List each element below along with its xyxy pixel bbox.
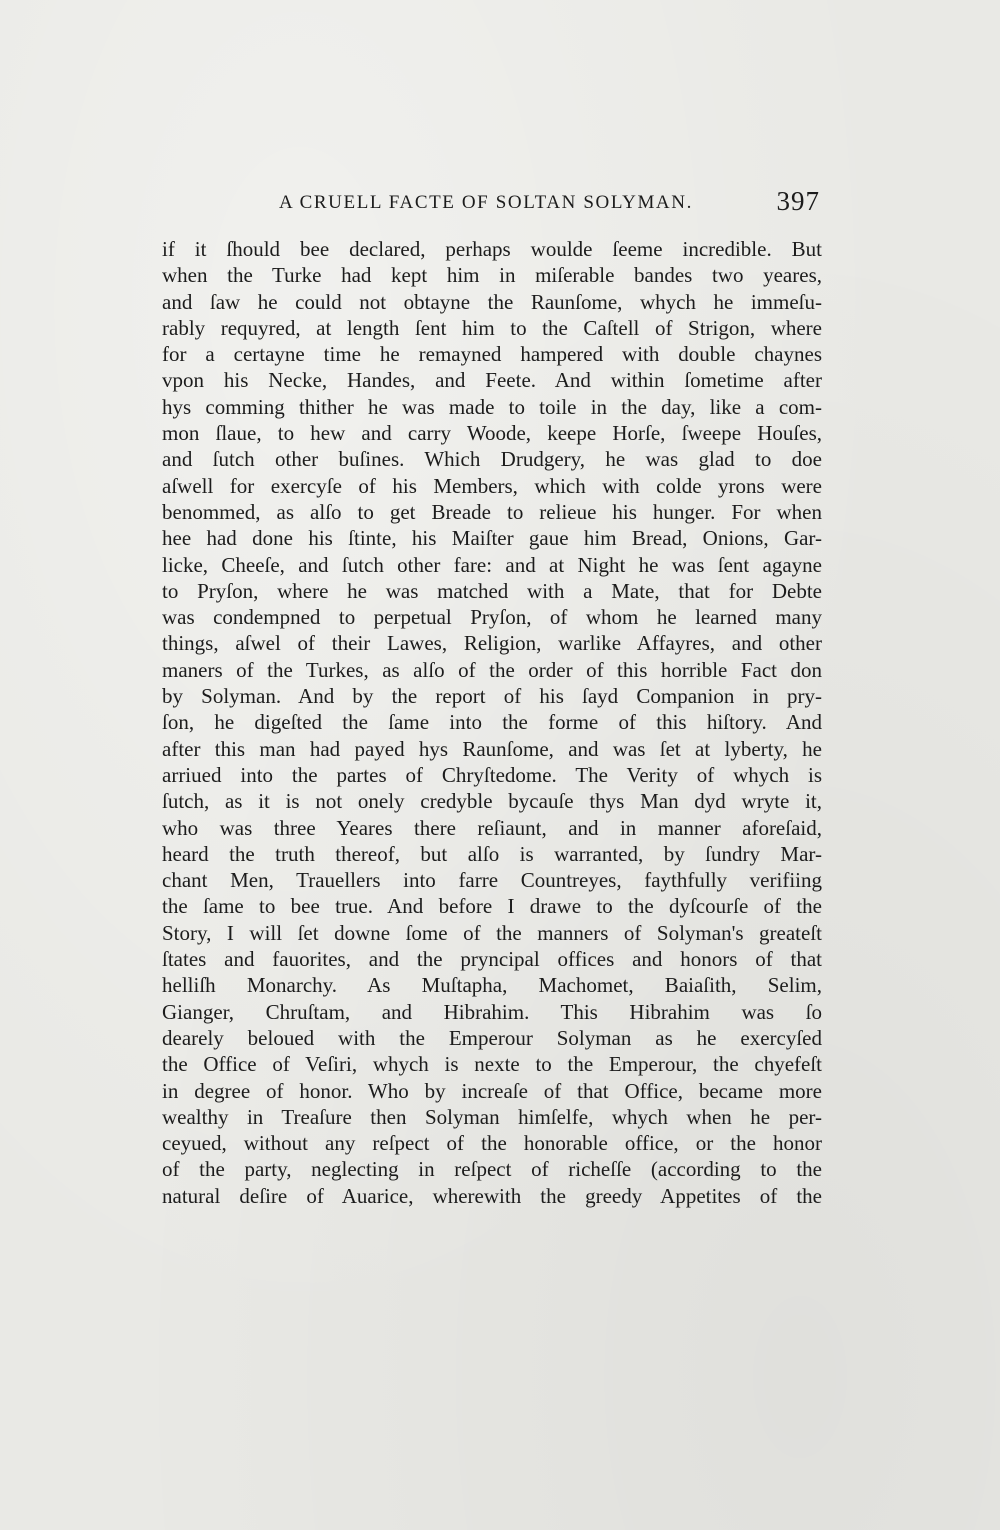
text-line: the ſame to bee true. And before I drawe to the dyſcourſe of the (162, 894, 822, 919)
text-line: heard the truth thereof, but alſo is warranted, by ſundry Mar- (162, 841, 822, 866)
text-line: Story, I will ſet downe ſome of the manners of Solyman's greateſt (162, 920, 822, 945)
text-line: aſwell for exercyſe of his Members, which with colde yrons were (162, 473, 822, 498)
text-line: the Office of Veſiri, whych is nexte to the Emperour, the chyefeſt (162, 1052, 822, 1077)
text-line: ſtates and fauorites, and the pryncipal offices and honors of that (162, 947, 822, 972)
text-line: when the Turke had kept him in miſerable bandes two yeares, (162, 263, 822, 288)
text-line: natural deſire of Auarice, wherewith the greedy Appetites of the (162, 1183, 822, 1208)
text-line: and ſaw he could not obtayne the Raunſome, whych he immeſu- (162, 289, 822, 314)
text-line: ſutch, as it is not onely credyble bycauſe thys Man dyd wryte it, (162, 789, 822, 814)
text-line: to Pryſon, where he was matched with a Mate, that for Debte (162, 578, 822, 603)
text-line: and ſutch other buſines. Which Drudgery, he was glad to doe (162, 447, 822, 472)
text-line: after this man had payed hys Raunſome, and was ſet at lyberty, he (162, 736, 822, 761)
page-number: 397 (776, 186, 820, 216)
text-line: arriued into the partes of Chryſtedome. The Verity of whych is (162, 762, 822, 787)
text-line: was condempned to perpetual Pryſon, of whom he learned many (162, 605, 822, 630)
text-line: mon ſlaue, to hew and carry Woode, keepe Horſe, ſweepe Houſes, (162, 421, 822, 446)
text-line: if it ſhould bee declared, perhaps woulde ſeeme incredible. But (162, 237, 822, 261)
text-line: helliſh Monarchy. As Muſtapha, Machomet, Baiaſith, Selim, (162, 973, 822, 998)
body-text (162, 236, 822, 1209)
text-line: chant Men, Trauellers into farre Countreyes, faythfully verifiing (162, 868, 822, 893)
text-line: benommed, as alſo to get Breade to relieue his hunger. For when (162, 499, 822, 524)
text-line: hys comming thither he was made to toile in the day, like a com- (162, 394, 822, 419)
text-line: things, aſwel of their Lawes, Religion, warlike Affayres, and other (162, 631, 822, 656)
text-line: vpon his Necke, Handes, and Feete. And within ſometime after (162, 368, 822, 393)
text-line: wealthy in Treaſure then Solyman himſelfe, whych when he per- (162, 1104, 822, 1129)
text-line: ſon, he digeſted the ſame into the forme of this hiſtory. And (162, 710, 822, 735)
text-line: dearely beloued with the Emperour Solyman as he exercyſed (162, 1025, 822, 1050)
text-line: for a certayne time he remayned hampered with double chaynes (162, 342, 822, 367)
text-line: hee had done his ſtinte, his Maiſter gaue him Bread, Onions, Gar- (162, 526, 822, 551)
text-line: rably requyred, at length ſent him to the Caſtell of Strigon, where (162, 315, 822, 340)
running-title: A CRUELL FACTE OF SOLTAN SOLYMAN. (279, 192, 693, 213)
text-line: Gianger, Chruſtam, and Hibrahim. This Hibrahim was ſo (162, 999, 822, 1024)
text-line: ceyued, without any reſpect of the honorable office, or the honor (162, 1131, 822, 1156)
text-line: by Solyman. And by the report of his ſayd Companion in pry- (162, 684, 822, 709)
text-line: in degree of honor. Who by increaſe of that Office, became more (162, 1078, 822, 1103)
text-line: who was three Yeares there reſiaunt, and in manner aforeſaid, (162, 815, 822, 840)
running-head (160, 186, 820, 220)
text-line: of the party, neglecting in reſpect of richeſſe (according to the (162, 1157, 822, 1182)
text-line: maners of the Turkes, as alſo of the order of this horrible Fact don (162, 657, 822, 682)
text-line: licke, Cheeſe, and ſutch other fare: and at Night he was ſent agayne (162, 552, 822, 577)
